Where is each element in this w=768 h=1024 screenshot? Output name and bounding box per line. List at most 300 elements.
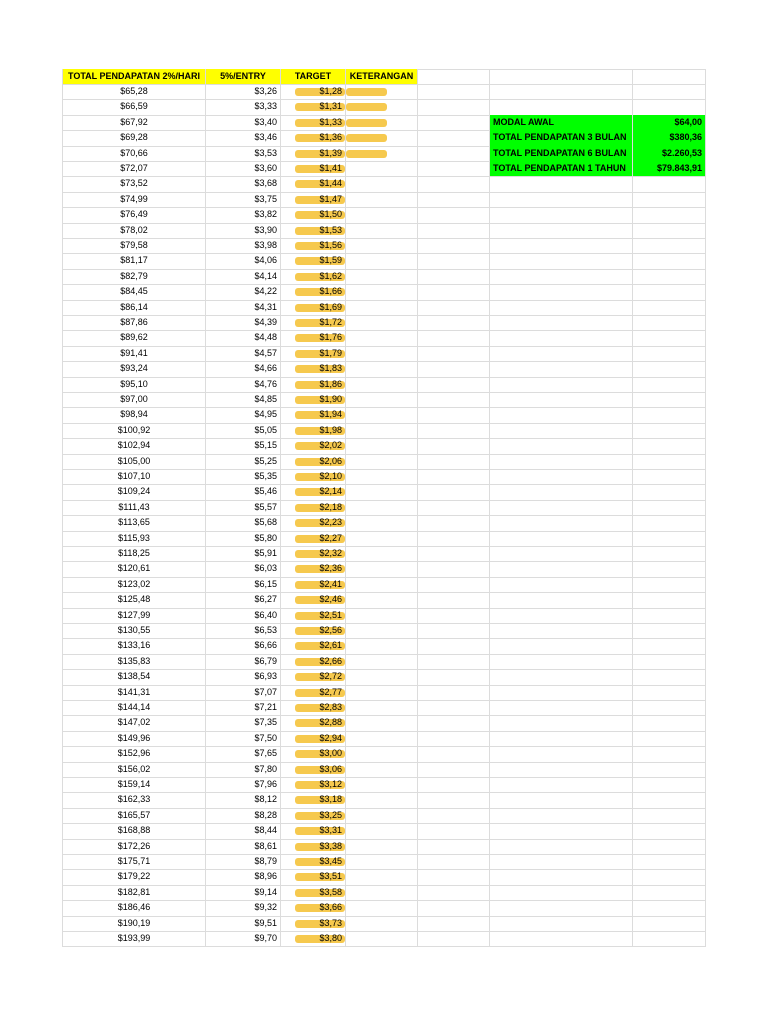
- keterangan-highlight: [346, 150, 387, 158]
- cell-total-pendapatan[interactable]: $120,61: [117, 563, 151, 574]
- cell-target-value: $1,94: [319, 409, 342, 420]
- cell-keterangan[interactable]: [346, 515, 417, 530]
- cell-total-pendapatan[interactable]: $74,99: [120, 193, 148, 204]
- cell-total-pendapatan[interactable]: $159,14: [117, 779, 151, 789]
- cell-total-pendapatan[interactable]: $144,14: [117, 702, 151, 712]
- cell-keterangan[interactable]: [346, 269, 417, 284]
- cell-entry[interactable]: $8,44: [254, 825, 277, 836]
- cell-target[interactable]: [281, 284, 345, 299]
- summary-label[interactable]: TOTAL PENDAPATAN 1 TAHUN: [490, 161, 632, 176]
- cell-entry[interactable]: $3,53: [254, 147, 277, 158]
- cell-keterangan[interactable]: [346, 885, 417, 900]
- keterangan-highlight: [346, 119, 387, 127]
- cell-total-pendapatan[interactable]: $69,28: [120, 132, 148, 143]
- cell-total-pendapatan[interactable]: $147,02: [117, 717, 151, 728]
- cell-keterangan[interactable]: [346, 500, 417, 515]
- cell-entry[interactable]: $6,40: [254, 609, 277, 620]
- cell-target-value: $3,51: [319, 871, 342, 882]
- cell-target-value: $3,73: [319, 917, 342, 928]
- cell-keterangan[interactable]: [346, 823, 417, 838]
- cell-entry[interactable]: $5,80: [254, 532, 277, 543]
- cell-entry[interactable]: $8,61: [254, 840, 277, 851]
- cell-entry[interactable]: $4,31: [254, 301, 277, 312]
- cell-entry[interactable]: $5,05: [254, 424, 277, 435]
- grid-col-line: [705, 69, 706, 946]
- cell-entry[interactable]: $6,79: [254, 655, 277, 666]
- cell-target[interactable]: [281, 731, 345, 746]
- cell-keterangan[interactable]: [346, 407, 417, 422]
- cell-total-pendapatan[interactable]: $66,59: [120, 101, 148, 112]
- cell-target-value: $1,69: [319, 301, 342, 312]
- cell-target[interactable]: [281, 315, 345, 330]
- cell-target[interactable]: [281, 223, 345, 238]
- cell-keterangan[interactable]: [346, 577, 417, 592]
- cell-target-value: $1,62: [319, 270, 342, 281]
- cell-entry[interactable]: $4,06: [254, 255, 277, 266]
- cell-target-value: $3,31: [319, 825, 342, 836]
- keterangan-highlight: [346, 103, 387, 111]
- cell-target[interactable]: [281, 885, 345, 900]
- cell-entry[interactable]: $3,40: [254, 116, 277, 127]
- cell-keterangan[interactable]: [346, 84, 417, 99]
- cell-keterangan[interactable]: [346, 900, 417, 915]
- cell-entry[interactable]: $6,15: [254, 578, 277, 589]
- cell-keterangan[interactable]: [346, 931, 417, 946]
- cell-keterangan[interactable]: [346, 685, 417, 700]
- cell-total-pendapatan[interactable]: $125,48: [117, 594, 151, 605]
- cell-keterangan[interactable]: [346, 916, 417, 931]
- cell-entry[interactable]: $7,96: [254, 779, 277, 789]
- cell-entry[interactable]: $8,12: [254, 794, 277, 805]
- summary-value[interactable]: $2.260,53: [633, 146, 705, 161]
- cell-target-value: $1,44: [319, 178, 342, 189]
- cell-total-pendapatan[interactable]: $98,94: [120, 409, 148, 420]
- cell-entry[interactable]: $8,96: [254, 871, 277, 882]
- cell-target-value: $2,51: [319, 609, 342, 620]
- cell-entry[interactable]: $8,28: [254, 809, 277, 820]
- cell-target-value: $2,18: [319, 501, 342, 512]
- cell-entry[interactable]: $7,80: [254, 763, 277, 774]
- cell-entry[interactable]: $5,15: [254, 440, 277, 451]
- cell-entry[interactable]: $3,68: [254, 178, 277, 189]
- cell-total-pendapatan[interactable]: $152,96: [117, 748, 151, 759]
- cell-target[interactable]: [281, 469, 345, 484]
- cell-entry[interactable]: $3,26: [254, 86, 277, 96]
- cell-target-value: $2,56: [319, 625, 342, 635]
- grid-col-line: [417, 69, 418, 946]
- cell-total-pendapatan[interactable]: $105,00: [117, 455, 151, 466]
- cell-target-value: $1,90: [319, 394, 342, 404]
- cell-target-value: $3,12: [319, 779, 342, 789]
- cell-target[interactable]: [281, 561, 345, 576]
- cell-total-pendapatan[interactable]: $179,22: [117, 871, 151, 882]
- cell-target-value: $2,06: [319, 455, 342, 466]
- cell-total-pendapatan[interactable]: $172,26: [117, 840, 151, 851]
- cell-target-value: $1,47: [319, 193, 342, 204]
- cell-target[interactable]: [281, 900, 345, 915]
- cell-target[interactable]: [281, 500, 345, 515]
- cell-keterangan[interactable]: [346, 869, 417, 884]
- cell-target-value: $1,56: [319, 240, 342, 250]
- cell-target-value: $2,02: [319, 440, 342, 451]
- cell-target-value: $3,66: [319, 902, 342, 913]
- cell-target[interactable]: [281, 869, 345, 884]
- cell-total-pendapatan[interactable]: $89,62: [120, 332, 148, 343]
- summary-value[interactable]: $380,36: [633, 130, 705, 145]
- cell-target-value: $1,28: [319, 86, 342, 96]
- cell-total-pendapatan[interactable]: $78,02: [120, 224, 148, 235]
- cell-target[interactable]: [281, 253, 345, 268]
- cell-target[interactable]: [281, 192, 345, 207]
- cell-total-pendapatan[interactable]: $118,25: [118, 548, 150, 558]
- cell-total-pendapatan[interactable]: $135,83: [117, 655, 151, 666]
- cell-keterangan[interactable]: [346, 146, 417, 161]
- cell-total-pendapatan[interactable]: $109,24: [117, 486, 151, 497]
- cell-total-pendapatan[interactable]: $91,41: [120, 347, 148, 358]
- cell-keterangan[interactable]: [346, 130, 417, 145]
- cell-entry[interactable]: $7,07: [254, 686, 277, 697]
- cell-total-pendapatan[interactable]: $162,33: [117, 794, 151, 805]
- cell-entry[interactable]: $3,33: [254, 101, 277, 112]
- cell-target[interactable]: [281, 669, 345, 684]
- cell-target-value: $1,72: [319, 317, 342, 327]
- cell-keterangan[interactable]: [346, 808, 417, 823]
- cell-target-value: $2,88: [319, 717, 342, 728]
- cell-total-pendapatan[interactable]: $130,55: [117, 625, 151, 635]
- cell-total-pendapatan[interactable]: $193,99: [117, 933, 151, 943]
- cell-entry[interactable]: $3,46: [254, 132, 277, 143]
- cell-entry[interactable]: $3,98: [254, 240, 277, 250]
- cell-keterangan[interactable]: [346, 792, 417, 807]
- cell-target-value: $2,94: [319, 732, 342, 743]
- cell-keterangan[interactable]: [346, 176, 417, 191]
- cell-target-value: $1,83: [319, 363, 342, 374]
- cell-entry[interactable]: $4,76: [254, 378, 277, 389]
- cell-entry[interactable]: $3,60: [254, 163, 277, 173]
- cell-entry[interactable]: $3,90: [254, 224, 277, 235]
- cell-total-pendapatan[interactable]: $113,65: [118, 517, 150, 528]
- cell-entry[interactable]: $3,75: [254, 193, 277, 204]
- cell-target-value: $1,33: [319, 116, 342, 127]
- cell-entry[interactable]: $5,46: [254, 486, 277, 497]
- cell-keterangan[interactable]: [346, 207, 417, 222]
- cell-total-pendapatan[interactable]: $123,02: [117, 578, 151, 589]
- cell-keterangan[interactable]: [346, 315, 417, 330]
- summary-label[interactable]: TOTAL PENDAPATAN 3 BULAN: [490, 130, 632, 145]
- cell-entry[interactable]: $7,65: [254, 748, 277, 759]
- cell-total-pendapatan[interactable]: $107,10: [117, 471, 151, 481]
- cell-total-pendapatan[interactable]: $102,94: [117, 440, 151, 451]
- cell-total-pendapatan[interactable]: $84,45: [120, 286, 148, 297]
- cell-target[interactable]: [281, 638, 345, 653]
- cell-target[interactable]: [281, 146, 345, 161]
- cell-keterangan[interactable]: [346, 423, 417, 438]
- cell-target-value: $3,80: [319, 933, 342, 943]
- cell-keterangan[interactable]: [346, 700, 417, 715]
- cell-keterangan[interactable]: [346, 762, 417, 777]
- cell-target-value: $1,59: [319, 255, 342, 266]
- cell-target[interactable]: [281, 592, 345, 607]
- cell-target[interactable]: [281, 777, 345, 792]
- cell-target-value: $1,86: [319, 378, 342, 389]
- cell-entry[interactable]: $6,66: [254, 640, 277, 651]
- cell-target[interactable]: [281, 931, 345, 946]
- cell-target[interactable]: [281, 654, 345, 669]
- cell-target[interactable]: [281, 438, 345, 453]
- cell-keterangan[interactable]: [346, 638, 417, 653]
- cell-entry[interactable]: $7,50: [254, 732, 277, 743]
- cell-entry[interactable]: $6,27: [254, 594, 277, 605]
- cell-total-pendapatan[interactable]: $72,07: [120, 163, 148, 173]
- cell-total-pendapatan[interactable]: $70,66: [120, 147, 148, 158]
- cell-entry[interactable]: $5,25: [254, 455, 277, 466]
- cell-keterangan[interactable]: [346, 484, 417, 499]
- cell-target[interactable]: [281, 176, 345, 191]
- cell-target-value: $2,23: [319, 517, 342, 528]
- cell-keterangan[interactable]: [346, 854, 417, 869]
- header-keterangan[interactable]: KETERANGAN: [346, 69, 417, 84]
- cell-target-value: $2,41: [319, 578, 342, 589]
- cell-keterangan[interactable]: [346, 731, 417, 746]
- cell-entry[interactable]: $5,57: [254, 501, 277, 512]
- cell-keterangan[interactable]: [346, 438, 417, 453]
- cell-keterangan[interactable]: [346, 377, 417, 392]
- cell-target[interactable]: [281, 238, 345, 253]
- cell-target[interactable]: [281, 330, 345, 345]
- cell-keterangan[interactable]: [346, 715, 417, 730]
- cell-total-pendapatan[interactable]: $100,92: [117, 424, 151, 435]
- cell-keterangan[interactable]: [346, 223, 417, 238]
- cell-target[interactable]: [281, 161, 345, 176]
- cell-target-value: $2,32: [319, 548, 342, 558]
- cell-target[interactable]: [281, 300, 345, 315]
- cell-target[interactable]: [281, 823, 345, 838]
- cell-target[interactable]: [281, 130, 345, 145]
- cell-total-pendapatan[interactable]: $111,43: [118, 501, 150, 512]
- cell-target[interactable]: [281, 577, 345, 592]
- cell-target[interactable]: [281, 746, 345, 761]
- cell-target-value: $1,39: [319, 147, 342, 158]
- cell-entry[interactable]: $5,35: [254, 471, 277, 481]
- cell-target[interactable]: [281, 84, 345, 99]
- cell-keterangan[interactable]: [346, 777, 417, 792]
- cell-total-pendapatan[interactable]: $76,49: [120, 209, 148, 220]
- cell-entry[interactable]: $4,22: [254, 286, 277, 297]
- cell-target[interactable]: [281, 839, 345, 854]
- cell-total-pendapatan[interactable]: $186,46: [117, 902, 151, 913]
- cell-keterangan[interactable]: [346, 469, 417, 484]
- cell-keterangan[interactable]: [346, 238, 417, 253]
- cell-total-pendapatan[interactable]: $79,58: [120, 240, 148, 250]
- cell-target[interactable]: [281, 377, 345, 392]
- cell-total-pendapatan[interactable]: $156,02: [117, 763, 151, 774]
- cell-entry[interactable]: $5,68: [254, 517, 277, 528]
- keterangan-highlight: [346, 134, 387, 142]
- cell-keterangan[interactable]: [346, 253, 417, 268]
- cell-keterangan[interactable]: [346, 546, 417, 561]
- cell-keterangan[interactable]: [346, 284, 417, 299]
- cell-target-value: $1,98: [319, 424, 342, 435]
- cell-keterangan[interactable]: [346, 161, 417, 176]
- cell-target-value: $3,06: [319, 763, 342, 774]
- cell-entry[interactable]: $6,93: [254, 671, 277, 682]
- cell-target-value: $2,27: [319, 532, 342, 543]
- cell-target[interactable]: [281, 685, 345, 700]
- cell-target-value: $2,66: [319, 655, 342, 666]
- cell-entry[interactable]: $9,51: [254, 917, 277, 928]
- cell-target-value: $1,66: [319, 286, 342, 297]
- cell-target[interactable]: [281, 762, 345, 777]
- cell-target-value: $1,36: [319, 132, 342, 143]
- summary-value[interactable]: $79.843,91: [633, 161, 705, 176]
- summary-label[interactable]: TOTAL PENDAPATAN 6 BULAN: [490, 146, 632, 161]
- cell-target-value: $2,14: [319, 486, 342, 497]
- cell-total-pendapatan[interactable]: $115,93: [118, 532, 150, 543]
- cell-target-value: $3,38: [319, 840, 342, 851]
- cell-target[interactable]: [281, 623, 345, 638]
- cell-keterangan[interactable]: [346, 561, 417, 576]
- cell-target-value: $3,45: [319, 856, 342, 866]
- cell-target[interactable]: [281, 423, 345, 438]
- cell-total-pendapatan[interactable]: $133,16: [117, 640, 151, 651]
- cell-target[interactable]: [281, 392, 345, 407]
- cell-target-value: $2,36: [319, 563, 342, 574]
- cell-total-pendapatan[interactable]: $175,71: [117, 856, 151, 866]
- cell-target[interactable]: [281, 207, 345, 222]
- cell-total-pendapatan[interactable]: $81,17: [120, 255, 148, 266]
- cell-total-pendapatan[interactable]: $127,99: [117, 609, 151, 620]
- cell-keterangan[interactable]: [346, 99, 417, 114]
- cell-target-value: $3,25: [319, 809, 342, 820]
- cell-total-pendapatan[interactable]: $87,86: [120, 317, 148, 327]
- cell-target-value: $3,18: [319, 794, 342, 805]
- cell-keterangan[interactable]: [346, 300, 417, 315]
- cell-total-pendapatan[interactable]: $138,54: [117, 671, 151, 682]
- keterangan-highlight: [346, 88, 387, 96]
- cell-keterangan[interactable]: [346, 839, 417, 854]
- grid-col-line: [489, 69, 490, 946]
- cell-keterangan[interactable]: [346, 531, 417, 546]
- cell-target-value: $1,79: [319, 347, 342, 358]
- summary-label[interactable]: MODAL AWAL: [490, 115, 632, 130]
- cell-entry[interactable]: $6,53: [254, 625, 277, 635]
- header-target[interactable]: TARGET: [281, 69, 345, 84]
- cell-keterangan[interactable]: [346, 454, 417, 469]
- cell-target-value: $1,50: [319, 209, 342, 220]
- cell-total-pendapatan[interactable]: $141,31: [117, 686, 151, 697]
- cell-total-pendapatan[interactable]: $165,57: [117, 809, 151, 820]
- cell-target-value: $1,76: [319, 332, 342, 343]
- cell-keterangan[interactable]: [346, 669, 417, 684]
- cell-keterangan[interactable]: [346, 192, 417, 207]
- cell-total-pendapatan[interactable]: $190,19: [117, 917, 151, 928]
- grid-col-line: [632, 69, 633, 946]
- cell-keterangan[interactable]: [346, 592, 417, 607]
- cell-target[interactable]: [281, 546, 345, 561]
- cell-entry[interactable]: $4,57: [254, 347, 277, 358]
- cell-total-pendapatan[interactable]: $86,14: [120, 301, 148, 312]
- cell-target-value: $2,77: [319, 686, 342, 697]
- cell-target-value: $2,61: [319, 640, 342, 651]
- cell-keterangan[interactable]: [346, 623, 417, 638]
- cell-total-pendapatan[interactable]: $67,92: [120, 116, 148, 127]
- cell-entry[interactable]: $9,32: [254, 902, 277, 913]
- cell-target-value: $3,58: [319, 886, 342, 897]
- cell-target[interactable]: [281, 608, 345, 623]
- cell-target[interactable]: [281, 700, 345, 715]
- cell-entry[interactable]: $4,66: [254, 363, 277, 374]
- cell-keterangan[interactable]: [346, 115, 417, 130]
- cell-target[interactable]: [281, 792, 345, 807]
- cell-entry[interactable]: $9,14: [254, 886, 277, 897]
- cell-target[interactable]: [281, 269, 345, 284]
- cell-keterangan[interactable]: [346, 346, 417, 361]
- cell-total-pendapatan[interactable]: $93,24: [120, 363, 148, 374]
- cell-entry[interactable]: $4,39: [254, 317, 277, 327]
- cell-keterangan[interactable]: [346, 392, 417, 407]
- header-total-pendapatan[interactable]: TOTAL PENDAPATAN 2%/HARI: [63, 69, 205, 84]
- cell-total-pendapatan[interactable]: $95,10: [120, 378, 148, 389]
- cell-entry[interactable]: $7,21: [254, 702, 277, 712]
- cell-target-value: $1,31: [319, 101, 342, 112]
- cell-target-value: $2,10: [319, 471, 342, 481]
- header-entry[interactable]: 5%/ENTRY: [206, 69, 280, 84]
- cell-target[interactable]: [281, 808, 345, 823]
- cell-target[interactable]: [281, 854, 345, 869]
- cell-target[interactable]: [281, 454, 345, 469]
- cell-target[interactable]: [281, 407, 345, 422]
- cell-target[interactable]: [281, 361, 345, 376]
- cell-keterangan[interactable]: [346, 361, 417, 376]
- cell-total-pendapatan[interactable]: $149,96: [117, 732, 151, 743]
- cell-total-pendapatan[interactable]: $168,88: [117, 825, 151, 836]
- cell-entry[interactable]: $3,82: [254, 209, 277, 220]
- cell-keterangan[interactable]: [346, 654, 417, 669]
- cell-target[interactable]: [281, 916, 345, 931]
- cell-target[interactable]: [281, 484, 345, 499]
- cell-target-value: $3,00: [319, 748, 342, 759]
- cell-entry[interactable]: $7,35: [254, 717, 277, 728]
- cell-entry[interactable]: $8,79: [254, 856, 277, 866]
- cell-total-pendapatan[interactable]: $82,79: [120, 270, 148, 281]
- cell-target[interactable]: [281, 346, 345, 361]
- cell-keterangan[interactable]: [346, 330, 417, 345]
- cell-target-value: $2,46: [319, 594, 342, 605]
- cell-target[interactable]: [281, 99, 345, 114]
- cell-entry[interactable]: $4,85: [254, 394, 277, 404]
- cell-total-pendapatan[interactable]: $182,81: [117, 886, 151, 897]
- cell-target[interactable]: [281, 115, 345, 130]
- cell-entry[interactable]: $4,95: [254, 409, 277, 420]
- cell-keterangan[interactable]: [346, 608, 417, 623]
- cell-total-pendapatan[interactable]: $65,28: [120, 86, 148, 96]
- cell-entry[interactable]: $4,14: [254, 270, 277, 281]
- cell-entry[interactable]: $4,48: [254, 332, 277, 343]
- cell-target-value: $2,83: [319, 702, 342, 712]
- summary-value[interactable]: $64,00: [633, 115, 705, 130]
- cell-keterangan[interactable]: [346, 746, 417, 761]
- cell-target[interactable]: [281, 515, 345, 530]
- cell-total-pendapatan[interactable]: $97,00: [120, 394, 148, 404]
- cell-total-pendapatan[interactable]: $73,52: [120, 178, 148, 189]
- cell-target[interactable]: [281, 715, 345, 730]
- cell-entry[interactable]: $6,03: [254, 563, 277, 574]
- cell-entry[interactable]: $9,70: [254, 933, 277, 943]
- cell-target-value: $1,53: [319, 224, 342, 235]
- cell-entry[interactable]: $5,91: [254, 548, 277, 558]
- cell-target-value: $1,41: [319, 163, 342, 173]
- cell-target[interactable]: [281, 531, 345, 546]
